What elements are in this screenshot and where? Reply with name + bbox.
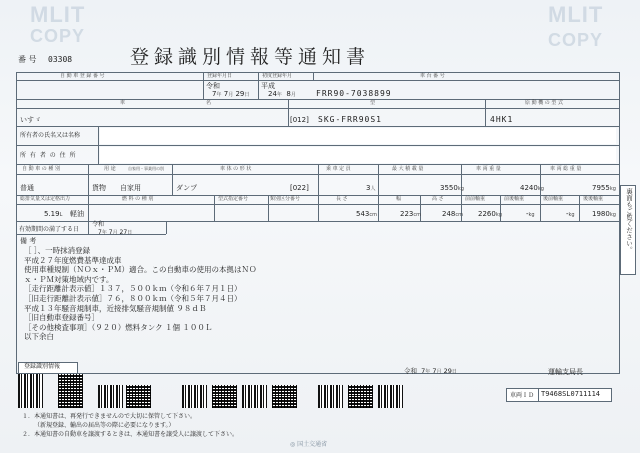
height-label: 高 さ [432, 196, 444, 202]
code-block [348, 396, 373, 408]
remarks-body [24, 246, 444, 342]
gross-weight-label: 車 両 総 重 量 [550, 166, 582, 172]
rear-front-axle-label: 後前軸重 [543, 196, 564, 202]
displacement-label: 総排気量又は定格出力 [20, 196, 71, 202]
engine-model-label: 原 動 機 の 型 式 [525, 100, 563, 106]
height-value: 248cm [442, 210, 463, 218]
issuer: 運輸支局長 [548, 368, 583, 376]
watermark-mlit-right: MLIT [548, 2, 604, 27]
remarks-line: ［走行距離計表示値］１３７，５００ｋｍ（令和６年７月１日） [24, 284, 242, 294]
footer-note: １．本通知書は、再発行できませんので大切に保管して下さい。 [22, 413, 197, 420]
expiry-date-value: 7年 7月 27日 [98, 229, 133, 236]
document-title: 登録識別情報等通知書 [130, 46, 371, 68]
remarks-line: 以下余白 [24, 332, 54, 342]
side-note-text: 裏面もご覧ください。 [625, 188, 633, 253]
vehicle-id-value: T9468SL0711114 [541, 390, 601, 398]
remarks-line: ［その他検査事項］（９２０）燃料タンク １個 １００Ｌ [24, 322, 213, 332]
front-front-axle-value: 2260kg [478, 210, 502, 218]
displacement-value: 5.19L [44, 210, 63, 218]
remarks-line: 平成２７年度燃費基準達成車 [24, 255, 122, 265]
body-shape-value: ダンプ [176, 184, 198, 192]
registration-date-value: 7年 7月 29日 [212, 90, 250, 98]
fuel-type-value: 軽油 [70, 210, 84, 218]
vehicle-id-label: 車両ＩＤ [510, 392, 535, 399]
remarks-line: ［旧走行距離計表示値］７６，８００ｋｍ（令和５年７月４日） [24, 293, 242, 303]
code-block [126, 396, 151, 408]
width-value: 223cm [400, 210, 421, 218]
vehicle-kind-label: 自 動 車 の 種 別 [22, 166, 60, 172]
use-type-label: 自家用・事業用の別 [128, 166, 164, 171]
registration-codes [18, 374, 448, 410]
use-value: 自家用 [120, 184, 141, 192]
engine-model-value: 4HK1 [490, 115, 514, 124]
chassis-number: FRR90-7038899 [316, 89, 392, 98]
width-label: 幅 [396, 196, 402, 202]
front-rear-axle-label: 前後軸重 [504, 196, 525, 202]
code-block [58, 396, 83, 408]
remarks-line: ｘ・ＰＭ対策地域内です。 [24, 274, 114, 284]
code-block [378, 396, 403, 408]
owner-name-redacted [100, 128, 616, 144]
rear-rear-axle-value: 1980kg [592, 210, 616, 218]
purpose-label: 用 途 [104, 166, 116, 172]
watermark-copy-right: COPY [548, 30, 604, 50]
owner-name-label: 所有者の氏名又は名称 [20, 132, 81, 139]
fuel-type-label: 燃 料 の 種 別 [122, 196, 154, 202]
remarks-line: 平成１３年騒音規制車，近接排気騒音規制値 ９８ｄＢ [24, 303, 207, 313]
footer-notes [22, 412, 238, 439]
length-value: 543cm [356, 210, 377, 218]
max-load-label: 最 大 積 載 量 [392, 166, 424, 172]
registration-date-label: 登録年月日 [207, 73, 233, 79]
rear-rear-axle-label: 後後軸重 [583, 196, 604, 202]
vehicle-name-label: 名 [206, 100, 212, 106]
length-label: 長 さ [336, 196, 348, 202]
code-block [272, 396, 297, 408]
footer-note: （新規登録、輸出の届出等の際に必要になります。） [34, 422, 175, 429]
rear-front-axle-value: -kg [566, 210, 575, 218]
class-number-label: 類別区分番号 [270, 196, 301, 202]
registration-era: 令和 [206, 82, 220, 90]
code-block [98, 396, 123, 408]
owner-address-redacted [100, 147, 616, 163]
remarks-line: ［ ］、一時抹消登録 [24, 246, 91, 255]
remarks-line: ［旧自動車登録番号］ [24, 313, 99, 323]
gross-weight-value: 7955kg [592, 184, 616, 192]
expiry-era: 令和 [92, 221, 105, 228]
owner-address-label: 所 有 者 の 住 所 [20, 152, 77, 159]
watermark-copy: COPY [30, 26, 86, 46]
code-block [212, 396, 237, 408]
watermark-mlit: MLIT [30, 2, 86, 27]
registration-id-label: 登録識別情報 [24, 363, 61, 370]
code-block [242, 396, 267, 408]
body-shape-label: 車 体 の 形 状 [220, 166, 252, 172]
number-label: 番 号 [18, 55, 37, 64]
body-shape-code: [022] [290, 184, 309, 192]
capacity-value: 3人 [366, 184, 376, 192]
first-registration-era: 平成 [261, 82, 275, 90]
front-rear-axle-value: -kg [526, 210, 535, 218]
chassis-number-label: 車 台 番 号 [420, 73, 445, 79]
front-front-axle-label: 前前軸重 [465, 196, 486, 202]
issue-date: 令和 7年 7月 29日 [404, 367, 457, 375]
max-load-value: 3550kg [440, 184, 464, 192]
purpose-value: 貨物 [92, 184, 106, 192]
first-registration-label: 初度登録年月 [262, 73, 293, 79]
code-block [18, 396, 43, 408]
model-code: [012] [290, 116, 309, 124]
remarks-line: 使用車種規制（ＮＯｘ・ＰＭ）適合。この自動車の使用の本拠はＮＯ [24, 265, 257, 275]
code-block [182, 396, 207, 408]
maker-label: 車 [120, 100, 126, 106]
vehicle-weight-label: 車 両 重 量 [476, 166, 501, 172]
capacity-label: 乗 車 定 員 [326, 166, 351, 172]
ministry-mark: ◎ 国土交通省 [290, 441, 328, 448]
registration-number-label: 自 動 車 登 録 番 号 [60, 73, 105, 79]
model-value: SKG-FRR90S1 [318, 115, 382, 124]
expiry-label: 有効期間の満了する日 [19, 226, 80, 233]
document-number: 03308 [48, 55, 73, 64]
vehicle-weight-value: 4240kg [520, 184, 544, 192]
code-block [318, 396, 343, 408]
first-registration-value: 24年 8月 [268, 90, 296, 98]
footer-note: ２．本通知書の自動車を譲渡するときは、本通知書を譲受人に譲渡して下さい。 [22, 431, 239, 438]
vehicle-kind-value: 普通 [20, 184, 34, 192]
maker-value: いすゞ [20, 116, 41, 124]
type-designation-label: 型式指定番号 [218, 196, 249, 202]
remarks-label: 備 考 [20, 237, 37, 245]
model-label: 型 [370, 100, 376, 106]
